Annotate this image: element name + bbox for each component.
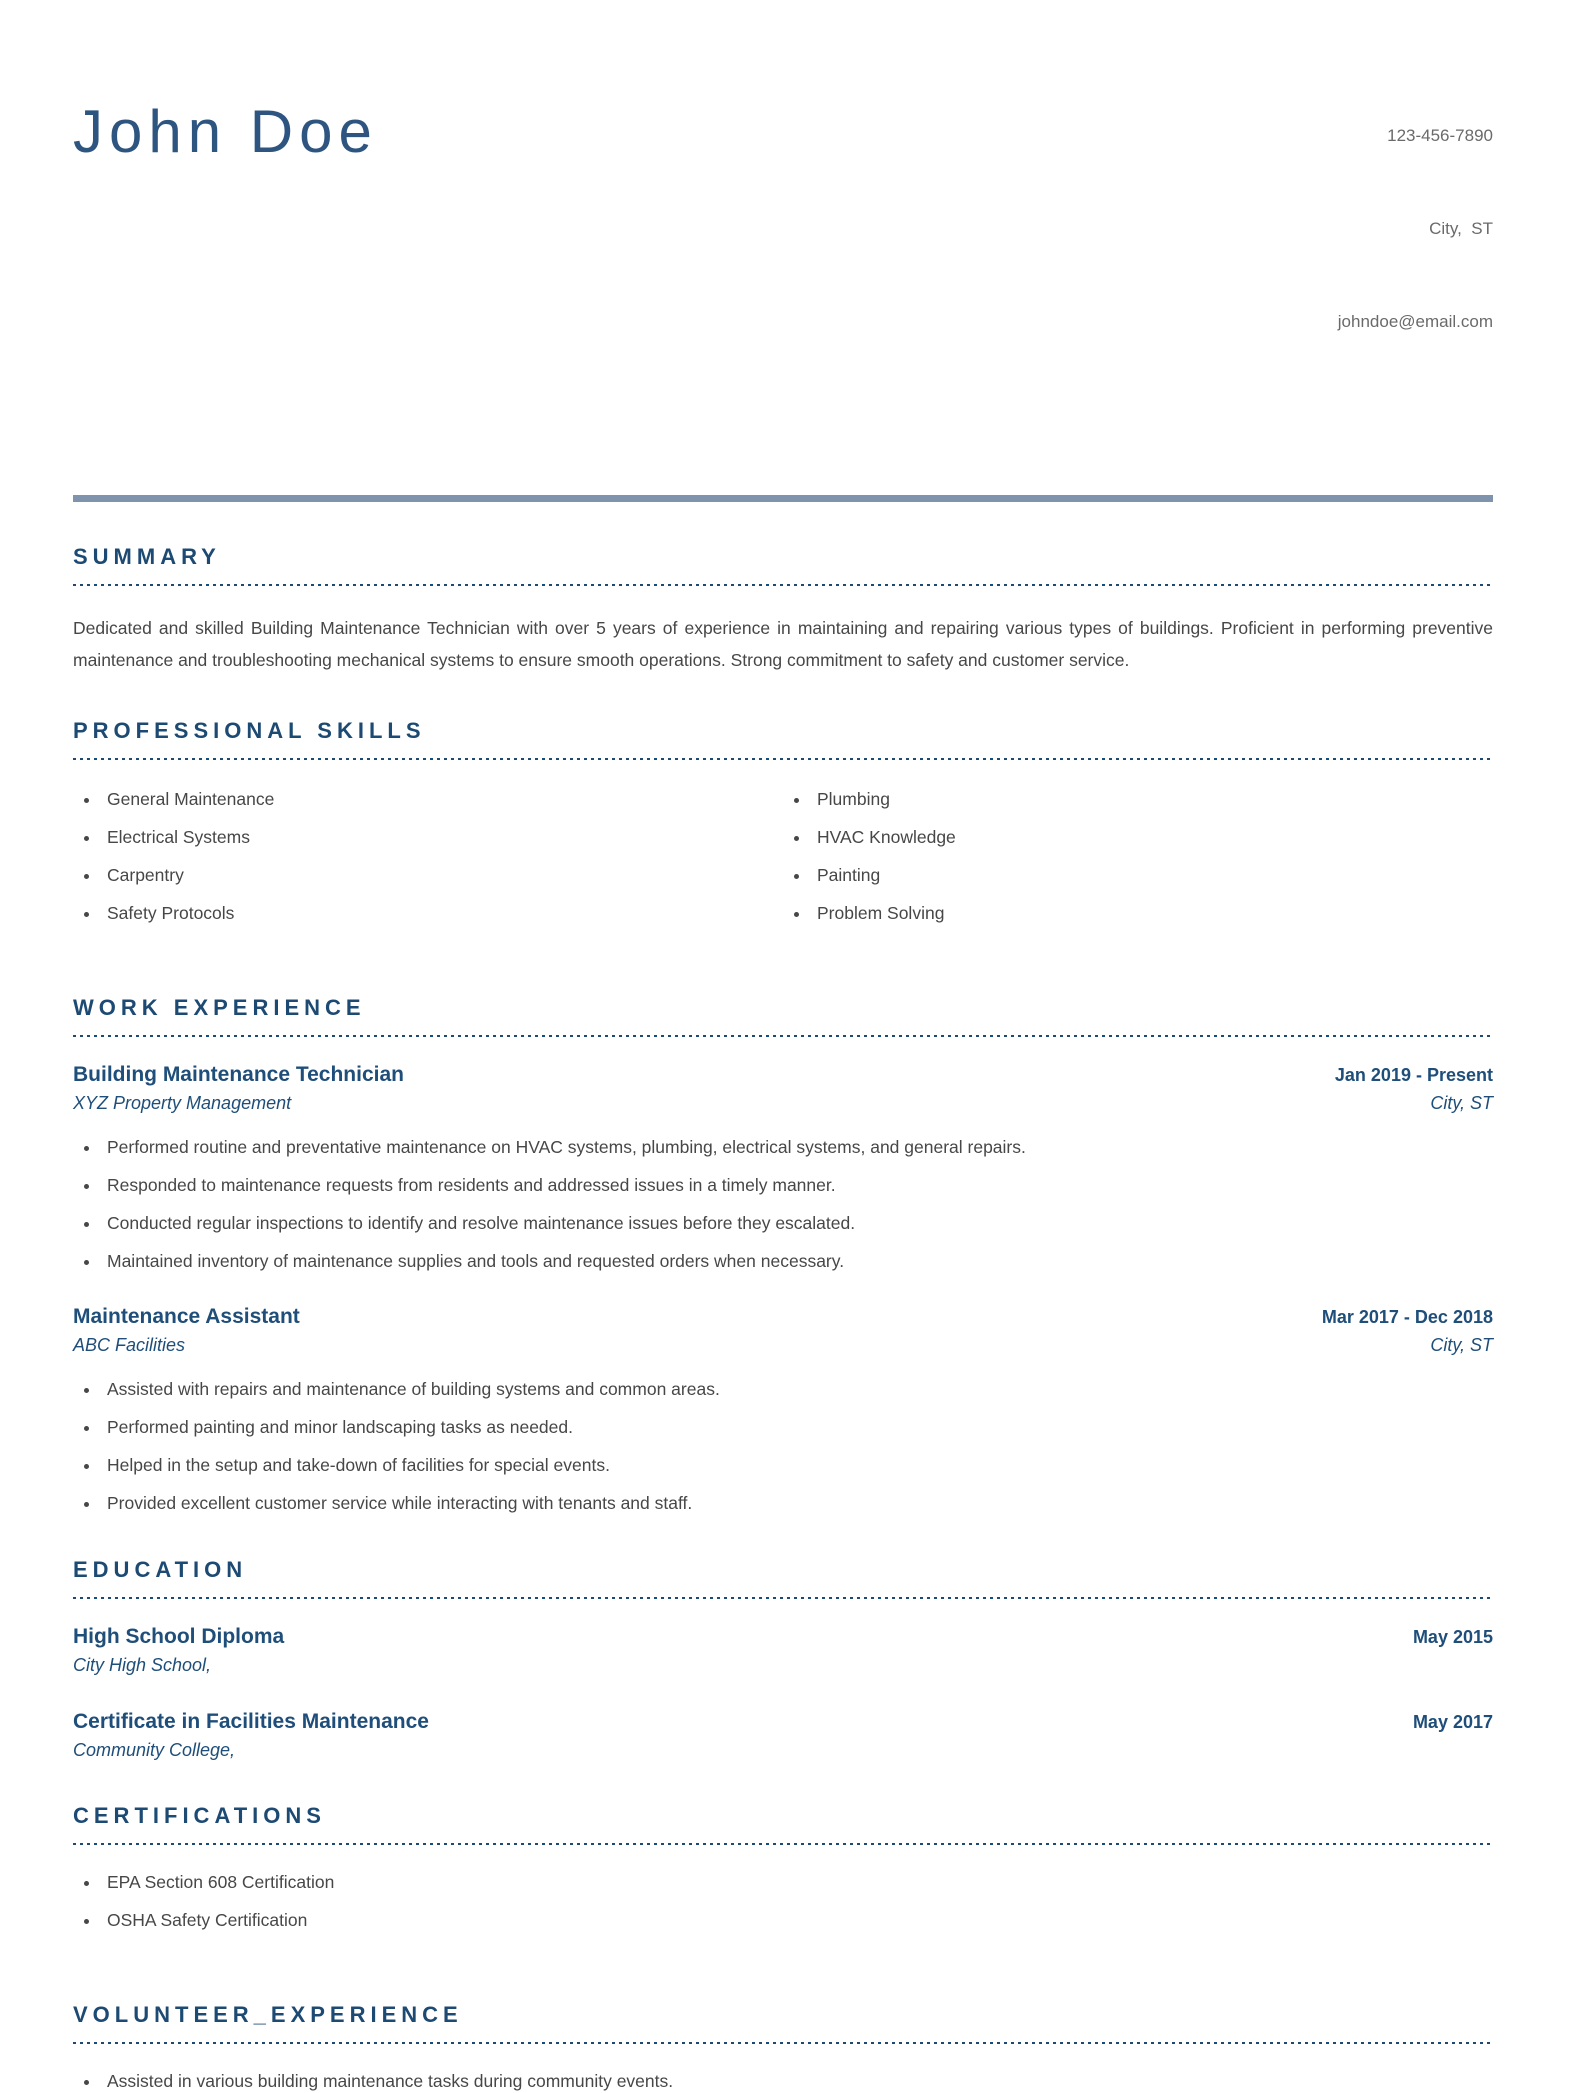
skills-heading: PROFESSIONAL SKILLS [73,718,426,743]
job-dates: Jan 2019 - Present [1334,1065,1493,1085]
contact-block [1338,58,1493,399]
contact-location: City, ST [1429,219,1493,238]
job-title: Building Maintenance Technician [73,1063,404,1086]
education-date: May 2017 [1412,1712,1493,1732]
list-item: • HVAC Knowledge [811,826,1493,849]
list-item: • Electrical Systems [101,826,783,849]
section-volunteer [73,2002,1493,2093]
skills-column-left [73,788,783,925]
work-heading: WORK EXPERIENCE [73,995,366,1020]
list-item: • Safety Protocols [101,902,783,925]
list-item: • Painting [811,864,1493,887]
list-item: • Conducted regular inspections to identify and resolve maintenance issues before they escalated. [101,1212,1493,1235]
skills-grid [73,788,1493,925]
volunteer-list [73,2070,1493,2093]
list-item: • Helped in the setup and take-down of facilities for special events. [101,1454,1493,1477]
list-item: • OSHA Safety Certification [101,1909,1493,1932]
education-entry [73,1710,1493,1761]
dashed-divider [73,584,1493,586]
education-school: Community College, [73,1740,236,1760]
job-company: XYZ Property Management [73,1093,292,1113]
job-entry [73,1063,1493,1273]
job-location: City, ST [1430,1093,1493,1113]
job-dates: Mar 2017 - Dec 2018 [1321,1307,1493,1327]
job-entry [73,1305,1493,1515]
list-item: • Carpentry [101,864,783,887]
skills-column-right [783,788,1493,925]
list-item: • Maintained inventory of maintenance supplies and tools and requested orders when necessary. [101,1250,1493,1273]
list-item: • Assisted with repairs and maintenance of building systems and common areas. [101,1378,1493,1401]
header-divider-bar [73,495,1493,502]
section-summary [73,544,1493,676]
section-education [73,1557,1493,1761]
section-certifications [73,1803,1493,1932]
dashed-divider [73,1597,1493,1599]
education-school: City High School, [73,1655,212,1675]
education-degree: High School Diploma [73,1625,285,1648]
list-item: • General Maintenance [101,788,783,811]
list-item: • Problem Solving [811,902,1493,925]
education-entry [73,1625,1493,1676]
summary-heading: SUMMARY [73,544,221,569]
education-degree: Certificate in Facilities Maintenance [73,1710,429,1733]
education-date: May 2015 [1412,1627,1493,1647]
dashed-divider [73,1843,1493,1845]
list-item: • Assisted in various building maintenance tasks during community events. [101,2070,1493,2093]
contact-phone: 123-456-7890 [1387,126,1493,145]
job-company: ABC Facilities [73,1335,186,1355]
resume-header [73,55,1493,399]
certifications-list [73,1871,1493,1932]
job-bullet-list [73,1136,1493,1273]
education-heading: EDUCATION [73,1557,248,1582]
summary-text: Dedicated and skilled Building Maintenance Technician with over 5 years of experience in maintaining and repairing various types of buildings. Proficient in performing preventive maintenance and troubleshooting mechanical systems to ensure smooth operations. Strong commitment to safety and customer service. [73,618,1493,670]
volunteer-heading: VOLUNTEER_EXPERIENCE [73,2002,463,2027]
section-work-experience [73,995,1493,1515]
dashed-divider [73,1035,1493,1037]
certifications-heading: CERTIFICATIONS [73,1803,326,1828]
section-skills [73,718,1493,925]
list-item: • Plumbing [811,788,1493,811]
job-bullet-list [73,1378,1493,1515]
contact-email: johndoe@email.com [1337,312,1493,331]
candidate-name: John Doe [73,98,378,165]
dashed-divider [73,758,1493,760]
list-item: • Provided excellent customer service while interacting with tenants and staff. [101,1492,1493,1515]
job-title: Maintenance Assistant [73,1305,300,1328]
list-item: • Performed painting and minor landscaping tasks as needed. [101,1416,1493,1439]
dashed-divider [73,2042,1493,2044]
job-location: City, ST [1430,1335,1493,1355]
list-item: • EPA Section 608 Certification [101,1871,1493,1894]
list-item: • Performed routine and preventative maintenance on HVAC systems, plumbing, electrical systems, and general repairs. [101,1136,1493,1159]
list-item: • Responded to maintenance requests from residents and addressed issues in a timely manner. [101,1174,1493,1197]
